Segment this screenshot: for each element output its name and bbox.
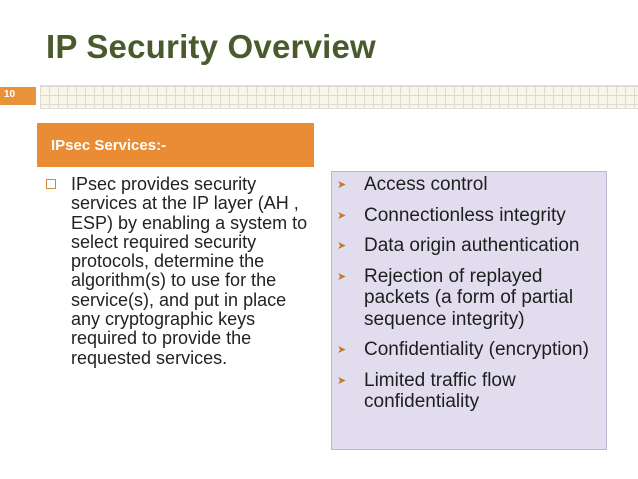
list-item-text: Confidentiality (encryption) [364, 339, 589, 360]
list-item-text: Rejection of replayed packets (a form of partial sequence integrity) [364, 265, 574, 330]
right-bullet-list [337, 174, 607, 422]
list-item [337, 266, 607, 331]
list-item-text: Connectionless integrity [364, 204, 566, 226]
slide-number-badge [0, 87, 36, 105]
section-header [37, 123, 314, 167]
arrow-bullet-icon: ➤ [337, 240, 347, 252]
list-item [337, 205, 607, 227]
decorative-grid-bar [40, 85, 638, 109]
square-bullet-icon [46, 179, 56, 189]
list-item-text: Data origin authentication [364, 235, 580, 256]
arrow-bullet-icon: ➤ [337, 270, 347, 283]
list-item [337, 339, 607, 361]
arrow-bullet-icon: ➤ [337, 374, 347, 387]
list-item [337, 174, 607, 196]
list-item [337, 235, 607, 257]
left-paragraph: IPsec provides security services at the IP layer (AH , ESP) by enabling a system to select required security protocols, determine the algorithm(s) to use for the service(s), and put in place any cryptographic keys required to provide the requested services. [71, 174, 308, 368]
section-header-label: IPsec Services:- [51, 137, 167, 154]
slide-number: 10 [4, 89, 16, 100]
list-item-text: Limited traffic flow confidentiality [364, 369, 516, 412]
slide-title: IP Security Overview [46, 28, 376, 65]
list-item-text: Access control [364, 174, 488, 195]
arrow-bullet-icon: ➤ [337, 179, 347, 191]
top-band [0, 0, 638, 30]
arrow-bullet-icon: ➤ [337, 344, 347, 356]
arrow-bullet-icon: ➤ [337, 209, 347, 222]
left-list-item [43, 175, 311, 368]
left-column [43, 175, 311, 368]
list-item [337, 370, 607, 413]
